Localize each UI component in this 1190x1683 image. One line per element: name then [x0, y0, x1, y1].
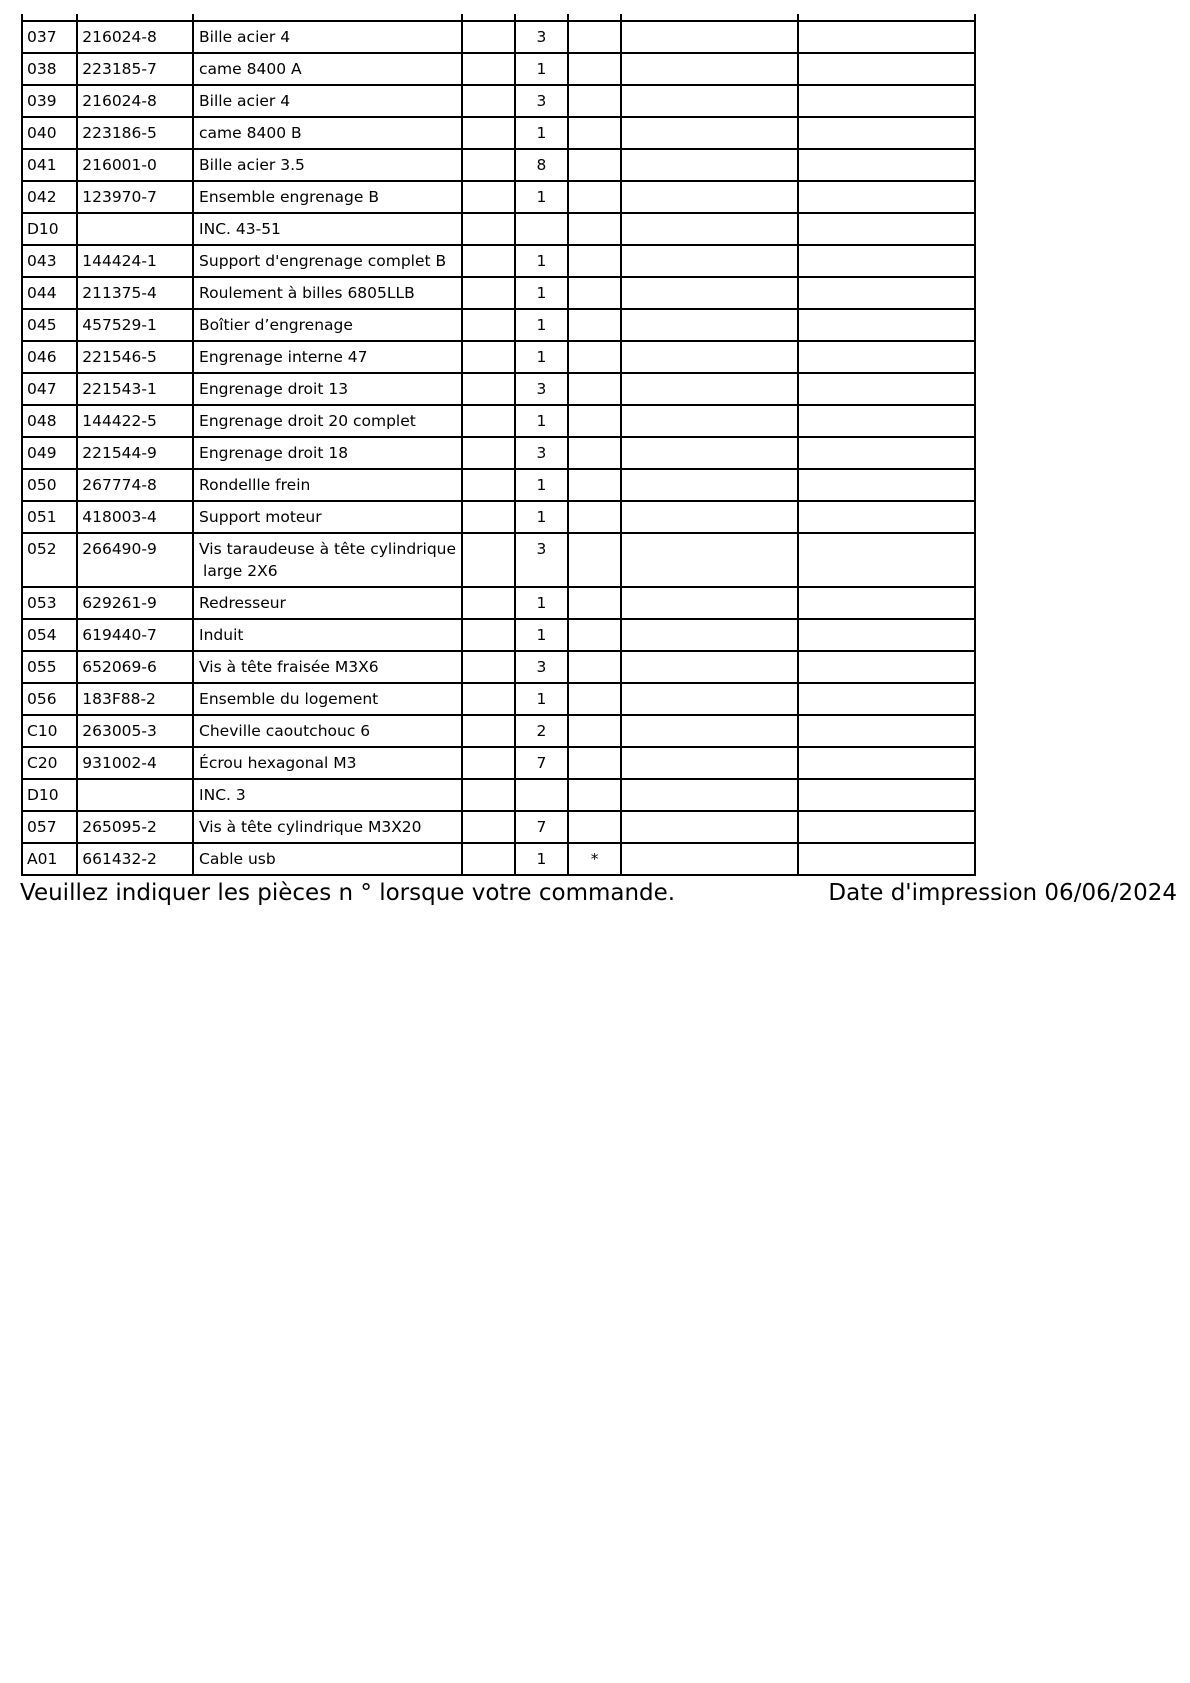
- item-number-cell: 053: [22, 587, 77, 619]
- note-mark-cell: *: [568, 843, 621, 875]
- description-cell: [193, 149, 462, 181]
- description-cell: [193, 843, 462, 875]
- item-number-cell: 056: [22, 683, 77, 715]
- description-line: Rondellle frein: [199, 476, 311, 494]
- empty-cell: [621, 213, 797, 245]
- part-reference-cell: 223185-7: [77, 53, 193, 85]
- table-row: [22, 245, 975, 277]
- part-reference-cell: 629261-9: [77, 587, 193, 619]
- note-mark-cell: [568, 213, 621, 245]
- empty-cell: [462, 373, 515, 405]
- description-line: Cheville caoutchouc 6: [199, 722, 371, 740]
- part-reference-cell: 457529-1: [77, 309, 193, 341]
- part-reference-cell: 221546-5: [77, 341, 193, 373]
- empty-cell: [462, 21, 515, 53]
- empty-cell: [798, 619, 976, 651]
- empty-cell: [621, 245, 797, 277]
- empty-cell: [462, 341, 515, 373]
- part-reference-cell: 267774-8: [77, 469, 193, 501]
- empty-cell: [798, 683, 976, 715]
- empty-cell: [462, 501, 515, 533]
- empty-cell: [462, 213, 515, 245]
- empty-cell: [462, 245, 515, 277]
- empty-cell: [798, 779, 976, 811]
- note-mark-cell: [568, 811, 621, 843]
- description-line: Bille acier 3.5: [199, 156, 305, 174]
- note-mark-cell: [568, 779, 621, 811]
- empty-cell: [798, 405, 976, 437]
- empty-cell: [621, 843, 797, 875]
- empty-cell: [462, 587, 515, 619]
- empty-cell: [462, 437, 515, 469]
- item-number-cell: D10: [22, 213, 77, 245]
- description-cell: [193, 245, 462, 277]
- item-number-cell: 054: [22, 619, 77, 651]
- quantity-cell: 1: [515, 53, 568, 85]
- description-line: Engrenage droit 20 complet: [199, 412, 416, 430]
- description-line: came 8400 A: [199, 60, 302, 78]
- note-mark-cell: [568, 469, 621, 501]
- table-row: [22, 213, 975, 245]
- empty-cell: [462, 533, 515, 587]
- note-mark-cell: [568, 715, 621, 747]
- table-row: [22, 117, 975, 149]
- quantity-cell: 1: [515, 309, 568, 341]
- empty-cell: [798, 501, 976, 533]
- empty-cell: [621, 117, 797, 149]
- description-cell: [193, 117, 462, 149]
- description-line: Support d'engrenage complet B: [199, 252, 447, 270]
- item-number-cell: 043: [22, 245, 77, 277]
- description-cell: [193, 469, 462, 501]
- empty-cell: [798, 309, 976, 341]
- empty-cell: [798, 469, 976, 501]
- empty-cell: [798, 277, 976, 309]
- description-line: Induit: [199, 626, 244, 644]
- empty-cell: [798, 53, 976, 85]
- empty-cell: [621, 341, 797, 373]
- table-row: [22, 469, 975, 501]
- empty-cell: [798, 181, 976, 213]
- table-row: [22, 501, 975, 533]
- item-number-cell: 037: [22, 21, 77, 53]
- empty-cell: [462, 149, 515, 181]
- quantity-cell: 1: [515, 245, 568, 277]
- table-top-continuation: [22, 14, 975, 21]
- empty-cell: [462, 715, 515, 747]
- item-number-cell: 048: [22, 405, 77, 437]
- table-row: [22, 843, 975, 875]
- description-cell: [193, 533, 462, 587]
- note-mark-cell: [568, 53, 621, 85]
- table-row: [22, 53, 975, 85]
- part-reference-cell: 418003-4: [77, 501, 193, 533]
- quantity-cell: 1: [515, 587, 568, 619]
- item-number-cell: 044: [22, 277, 77, 309]
- note-mark-cell: [568, 149, 621, 181]
- description-cell: [193, 181, 462, 213]
- empty-cell: [798, 843, 976, 875]
- description-line: Écrou hexagonal M3: [199, 754, 357, 772]
- note-mark-cell: [568, 619, 621, 651]
- empty-cell: [798, 533, 976, 587]
- empty-cell: [621, 85, 797, 117]
- description-line: Roulement à billes 6805LLB: [199, 284, 415, 302]
- empty-cell: [462, 85, 515, 117]
- description-cell: [193, 373, 462, 405]
- description-line: Vis à tête cylindrique M3X20: [199, 818, 422, 836]
- part-reference-cell: 223186-5: [77, 117, 193, 149]
- description-line: INC. 3: [199, 786, 246, 804]
- description-cell: [193, 21, 462, 53]
- quantity-cell: 1: [515, 181, 568, 213]
- empty-cell: [621, 373, 797, 405]
- quantity-cell: 3: [515, 533, 568, 587]
- empty-cell: [621, 469, 797, 501]
- note-mark-cell: [568, 437, 621, 469]
- note-mark-cell: [568, 245, 621, 277]
- table-row: [22, 21, 975, 53]
- note-mark-cell: [568, 181, 621, 213]
- description-cell: [193, 811, 462, 843]
- note-mark-cell: [568, 85, 621, 117]
- table-row: [22, 619, 975, 651]
- empty-cell: [621, 309, 797, 341]
- note-mark-cell: [568, 277, 621, 309]
- quantity-cell: [515, 213, 568, 245]
- note-mark-cell: [568, 117, 621, 149]
- empty-cell: [462, 811, 515, 843]
- item-number-cell: A01: [22, 843, 77, 875]
- description-line: Redresseur: [199, 594, 286, 612]
- quantity-cell: 1: [515, 501, 568, 533]
- empty-cell: [621, 587, 797, 619]
- empty-cell: [621, 779, 797, 811]
- empty-cell: [462, 779, 515, 811]
- note-mark-cell: [568, 341, 621, 373]
- item-number-cell: D10: [22, 779, 77, 811]
- part-reference-cell: 216024-8: [77, 85, 193, 117]
- quantity-cell: 1: [515, 619, 568, 651]
- empty-cell: [621, 501, 797, 533]
- description-cell: [193, 85, 462, 117]
- empty-cell: [798, 341, 976, 373]
- quantity-cell: 1: [515, 469, 568, 501]
- quantity-cell: 1: [515, 341, 568, 373]
- description-line: Engrenage droit 18: [199, 444, 349, 462]
- empty-cell: [462, 619, 515, 651]
- table-row: [22, 149, 975, 181]
- empty-cell: [798, 373, 976, 405]
- quantity-cell: 1: [515, 683, 568, 715]
- description-line: Engrenage interne 47: [199, 348, 368, 366]
- part-reference-cell: 144422-5: [77, 405, 193, 437]
- description-cell: [193, 779, 462, 811]
- description-line: Bille acier 4: [199, 92, 291, 110]
- description-line: Support moteur: [199, 508, 322, 526]
- part-reference-cell: 221543-1: [77, 373, 193, 405]
- item-number-cell: 047: [22, 373, 77, 405]
- description-line: INC. 43-51: [199, 220, 281, 238]
- order-instruction-note: Veuillez indiquer les pièces n ° lorsque votre commande.: [20, 880, 676, 906]
- empty-cell: [621, 53, 797, 85]
- description-cell: [193, 53, 462, 85]
- empty-cell: [621, 405, 797, 437]
- note-mark-cell: [568, 683, 621, 715]
- table-row: [22, 651, 975, 683]
- part-reference-cell: 216001-0: [77, 149, 193, 181]
- quantity-cell: 7: [515, 811, 568, 843]
- part-reference-cell: 211375-4: [77, 277, 193, 309]
- table-row: [22, 181, 975, 213]
- print-date: Date d'impression 06/06/2024: [828, 880, 1177, 906]
- empty-cell: [462, 117, 515, 149]
- empty-cell: [798, 149, 976, 181]
- empty-cell: [798, 747, 976, 779]
- item-number-cell: 052: [22, 533, 77, 587]
- quantity-cell: 2: [515, 715, 568, 747]
- empty-cell: [621, 715, 797, 747]
- empty-cell: [798, 715, 976, 747]
- empty-cell: [462, 309, 515, 341]
- empty-cell: [798, 245, 976, 277]
- empty-cell: [621, 21, 797, 53]
- quantity-cell: 3: [515, 437, 568, 469]
- item-number-cell: 038: [22, 53, 77, 85]
- description-line: large 2X6: [203, 562, 278, 580]
- empty-cell: [621, 811, 797, 843]
- note-mark-cell: [568, 651, 621, 683]
- quantity-cell: 1: [515, 277, 568, 309]
- quantity-cell: 1: [515, 843, 568, 875]
- description-cell: [193, 587, 462, 619]
- part-reference-cell: 265095-2: [77, 811, 193, 843]
- description-line: Boîtier d’engrenage: [199, 316, 353, 334]
- table-row: [22, 747, 975, 779]
- description-cell: [193, 213, 462, 245]
- part-reference-cell: 216024-8: [77, 21, 193, 53]
- empty-cell: [798, 85, 976, 117]
- table-row: [22, 277, 975, 309]
- part-reference-cell: [77, 213, 193, 245]
- description-line: Vis taraudeuse à tête cylindrique: [199, 540, 457, 558]
- empty-cell: [462, 277, 515, 309]
- note-mark-cell: [568, 309, 621, 341]
- part-reference-cell: 221544-9: [77, 437, 193, 469]
- part-reference-cell: 931002-4: [77, 747, 193, 779]
- item-number-cell: 049: [22, 437, 77, 469]
- quantity-cell: 7: [515, 747, 568, 779]
- item-number-cell: C10: [22, 715, 77, 747]
- empty-cell: [798, 117, 976, 149]
- empty-cell: [621, 683, 797, 715]
- quantity-cell: 3: [515, 21, 568, 53]
- empty-cell: [462, 53, 515, 85]
- description-line: Engrenage droit 13: [199, 380, 349, 398]
- empty-cell: [462, 843, 515, 875]
- empty-cell: [462, 747, 515, 779]
- description-cell: [193, 747, 462, 779]
- empty-cell: [621, 277, 797, 309]
- empty-cell: [621, 149, 797, 181]
- description-line: Cable usb: [199, 850, 276, 868]
- description-cell: [193, 437, 462, 469]
- item-number-cell: 050: [22, 469, 77, 501]
- description-cell: [193, 405, 462, 437]
- part-reference-cell: 661432-2: [77, 843, 193, 875]
- table-row: [22, 587, 975, 619]
- item-number-cell: 046: [22, 341, 77, 373]
- part-reference-cell: 183F88-2: [77, 683, 193, 715]
- empty-cell: [462, 651, 515, 683]
- note-mark-cell: [568, 373, 621, 405]
- description-cell: [193, 715, 462, 747]
- quantity-cell: [515, 779, 568, 811]
- quantity-cell: 3: [515, 85, 568, 117]
- empty-cell: [621, 651, 797, 683]
- part-reference-cell: [77, 779, 193, 811]
- quantity-cell: 3: [515, 373, 568, 405]
- part-reference-cell: 266490-9: [77, 533, 193, 587]
- description-cell: [193, 341, 462, 373]
- table-row: [22, 437, 975, 469]
- note-mark-cell: [568, 747, 621, 779]
- parts-sheet: [21, 14, 976, 876]
- item-number-cell: 040: [22, 117, 77, 149]
- table-row: [22, 715, 975, 747]
- note-mark-cell: [568, 533, 621, 587]
- item-number-cell: 039: [22, 85, 77, 117]
- empty-cell: [798, 21, 976, 53]
- quantity-cell: 3: [515, 651, 568, 683]
- description-line: came 8400 B: [199, 124, 302, 142]
- item-number-cell: 041: [22, 149, 77, 181]
- description-line: Bille acier 4: [199, 28, 291, 46]
- empty-cell: [798, 651, 976, 683]
- table-row: [22, 533, 975, 587]
- description-cell: [193, 619, 462, 651]
- empty-cell: [798, 587, 976, 619]
- empty-cell: [621, 619, 797, 651]
- description-line: Ensemble du logement: [199, 690, 379, 708]
- part-reference-cell: 144424-1: [77, 245, 193, 277]
- quantity-cell: 1: [515, 405, 568, 437]
- empty-cell: [798, 811, 976, 843]
- description-cell: [193, 277, 462, 309]
- empty-cell: [621, 181, 797, 213]
- empty-cell: [462, 469, 515, 501]
- table-row: [22, 811, 975, 843]
- note-mark-cell: [568, 501, 621, 533]
- item-number-cell: C20: [22, 747, 77, 779]
- table-row: [22, 309, 975, 341]
- description-line: Ensemble engrenage B: [199, 188, 379, 206]
- part-reference-cell: 619440-7: [77, 619, 193, 651]
- note-mark-cell: [568, 405, 621, 437]
- empty-cell: [798, 213, 976, 245]
- empty-cell: [621, 533, 797, 587]
- table-row: [22, 405, 975, 437]
- table-row: [22, 341, 975, 373]
- item-number-cell: 042: [22, 181, 77, 213]
- table-row: [22, 683, 975, 715]
- part-reference-cell: 263005-3: [77, 715, 193, 747]
- table-row: [22, 373, 975, 405]
- description-cell: [193, 683, 462, 715]
- empty-cell: [462, 181, 515, 213]
- item-number-cell: 045: [22, 309, 77, 341]
- quantity-cell: 8: [515, 149, 568, 181]
- empty-cell: [462, 405, 515, 437]
- quantity-cell: 1: [515, 117, 568, 149]
- item-number-cell: 057: [22, 811, 77, 843]
- description-cell: [193, 309, 462, 341]
- empty-cell: [798, 437, 976, 469]
- description-line: Vis à tête fraisée M3X6: [199, 658, 379, 676]
- note-mark-cell: [568, 21, 621, 53]
- part-reference-cell: 652069-6: [77, 651, 193, 683]
- parts-table: [21, 14, 976, 876]
- empty-cell: [621, 747, 797, 779]
- note-mark-cell: [568, 587, 621, 619]
- table-row: [22, 779, 975, 811]
- description-cell: [193, 501, 462, 533]
- item-number-cell: 051: [22, 501, 77, 533]
- description-cell: [193, 651, 462, 683]
- item-number-cell: 055: [22, 651, 77, 683]
- empty-cell: [621, 437, 797, 469]
- empty-cell: [462, 683, 515, 715]
- table-row: [22, 85, 975, 117]
- part-reference-cell: 123970-7: [77, 181, 193, 213]
